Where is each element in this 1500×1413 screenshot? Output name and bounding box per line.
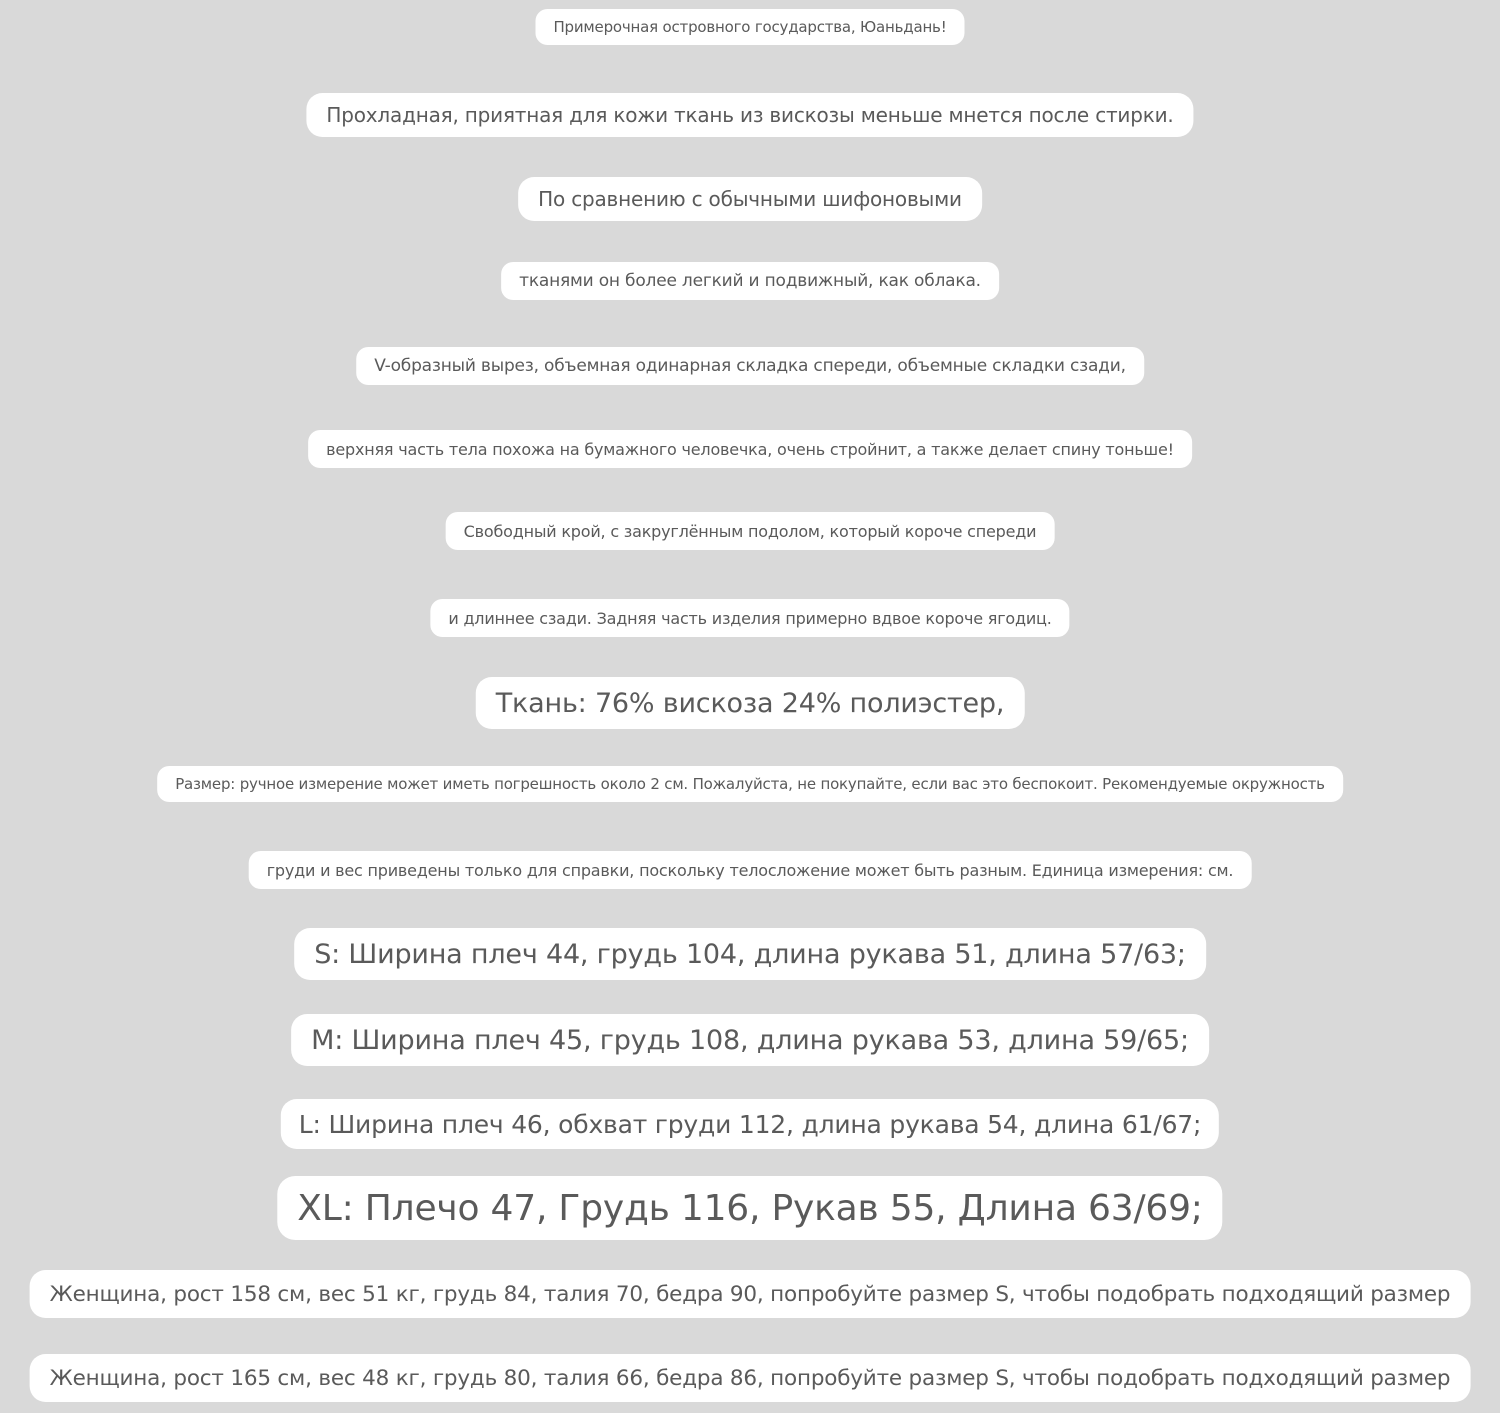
text-line-neckline: V-образный вырез, объемная одинарная складка спереди, объемные складки сзади, bbox=[356, 347, 1144, 385]
text-line-fabric-feel: Прохладная, приятная для кожи ткань из вискозы меньше мнется после стирки. bbox=[306, 93, 1193, 137]
text-line-comparison: По сравнению с обычными шифоновыми bbox=[518, 177, 982, 221]
text-line-silhouette: верхняя часть тела похожа на бумажного человечка, очень стройнит, а также делает спину тоньше! bbox=[308, 430, 1192, 468]
size-row-l: L: Ширина плеч 46, обхват груди 112, длина рукава 54, длина 61/67; bbox=[281, 1099, 1219, 1149]
text-line-cut: Свободный крой, с закруглённым подолом, который короче спереди bbox=[446, 512, 1055, 550]
text-line-lightness: тканями он более легкий и подвижный, как облака. bbox=[501, 262, 999, 300]
size-row-xl: XL: Плечо 47, Грудь 116, Рукав 55, Длина 63/69; bbox=[277, 1176, 1222, 1240]
fit-example-1: Женщина, рост 158 см, вес 51 кг, грудь 84, талия 70, бедра 90, попробуйте размер S, чтобы подобрать подходящий размер bbox=[30, 1270, 1471, 1318]
size-row-m: M: Ширина плеч 45, грудь 108, длина рукава 53, длина 59/65; bbox=[291, 1014, 1209, 1066]
text-line-title: Примерочная островного государства, Юаньдань! bbox=[535, 9, 964, 45]
fit-example-2: Женщина, рост 165 см, вес 48 кг, грудь 80, талия 66, бедра 86, попробуйте размер S, чтобы подобрать подходящий размер bbox=[30, 1354, 1471, 1402]
text-line-length: и длиннее сзади. Задняя часть изделия примерно вдвое короче ягодиц. bbox=[430, 599, 1069, 637]
text-line-size-note-2: груди и вес приведены только для справки, поскольку телосложение может быть разным. Единица измерения: см. bbox=[249, 851, 1252, 889]
size-row-s: S: Ширина плеч 44, грудь 104, длина рукава 51, длина 57/63; bbox=[294, 928, 1206, 980]
text-line-composition: Ткань: 76% вискоза 24% полиэстер, bbox=[476, 677, 1025, 729]
text-line-size-note-1: Размер: ручное измерение может иметь погрешность около 2 см. Пожалуйста, не покупайте, если вас это беспокоит. Рекомендуемые окружность bbox=[157, 766, 1343, 802]
